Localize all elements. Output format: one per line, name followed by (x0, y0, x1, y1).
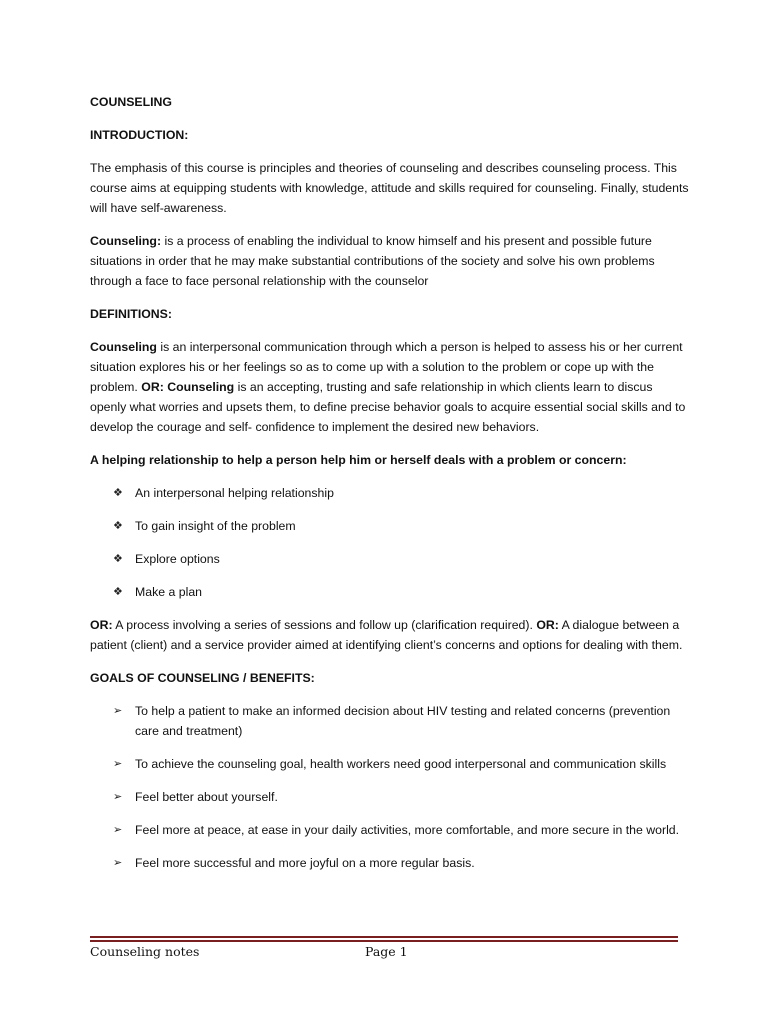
list-item-text: Feel more at peace, at ease in your daily activities, more comfortable, and more secure in the world. (135, 823, 680, 837)
goals-list (90, 701, 690, 873)
definition-paragraph-2 (90, 337, 690, 437)
definition-term: Counseling (90, 340, 157, 354)
list-item-text: Make a plan (135, 585, 202, 599)
list-item (90, 582, 690, 602)
introduction-heading: INTRODUCTION: (90, 128, 189, 142)
list-item-text: Feel more successful and more joyful on a more regular basis. (135, 856, 475, 870)
definition-text: is a process of enabling the individual to know himself and his present and possible future situations in order that he may make substantial contributions of the society and solve his own problems through a face to face personal relationship with the counselor (90, 234, 655, 288)
list-item-text: To gain insight of the problem (135, 519, 296, 533)
list-item-text: Explore options (135, 552, 220, 566)
diamond-bullet-icon: ❖ (113, 586, 123, 598)
diamond-bullet-icon: ❖ (113, 487, 123, 499)
footer-divider (90, 936, 678, 938)
helping-list (90, 483, 690, 602)
intro-paragraph: The emphasis of this course is principles and theories of counseling and describes counseling process. This course aims at equipping students with knowledge, attitude and skills required for counseling. Finally, students will have self-awareness. (90, 161, 689, 215)
definition-text: is an interpersonal communication through which a person is helped to assess his or her current situation explores his or her feelings so as to come up with a solution to the problem or cope up with the problem. (90, 340, 683, 394)
list-item (90, 483, 690, 503)
footer-title: Counseling notes (90, 944, 200, 959)
paragraph-text: A process involving a series of sessions and follow up (clarification required). (112, 618, 537, 632)
list-item (90, 787, 690, 807)
arrow-bullet-icon: ➢ (113, 791, 123, 803)
list-item-text: To achieve the counseling goal, health workers need good interpersonal and communication skills (135, 757, 667, 771)
definitions-heading: DEFINITIONS: (90, 307, 172, 321)
page-number: Page 1 (365, 944, 408, 959)
diamond-bullet-icon: ❖ (113, 553, 123, 565)
or-paragraph (90, 615, 690, 655)
diamond-bullet-icon: ❖ (113, 520, 123, 532)
arrow-bullet-icon: ➢ (113, 758, 123, 770)
document-body (90, 92, 690, 886)
list-item (90, 549, 690, 569)
document-title: COUNSELING (90, 95, 172, 109)
definition-term: Counseling: (90, 234, 162, 248)
definition-paragraph-1 (90, 231, 690, 291)
helping-relationship-heading: A helping relationship to help a person help him or herself deals with a problem or concern: (90, 453, 627, 467)
list-item-text: Feel better about yourself. (135, 790, 278, 804)
list-item (90, 754, 690, 774)
list-item (90, 516, 690, 536)
definition-text: is an accepting, trusting and safe relationship in which clients learn to discus openly what worries and upsets them, to define precise behavior goals to acquire essential social skills and to develop the courage and self- confidence to implement the desired new behaviors. (90, 380, 686, 434)
or-term: OR: (536, 618, 559, 632)
or-term: OR: Counseling (141, 380, 235, 394)
list-item-text: To help a patient to make an informed decision about HIV testing and related concerns (prevention care and treatment) (135, 704, 671, 738)
or-term: OR: (90, 618, 113, 632)
arrow-bullet-icon: ➢ (113, 705, 123, 717)
goals-heading: GOALS OF COUNSELING / BENEFITS: (90, 671, 315, 685)
arrow-bullet-icon: ➢ (113, 857, 123, 869)
list-item-text: An interpersonal helping relationship (135, 486, 334, 500)
list-item (90, 853, 690, 873)
list-item (90, 701, 690, 741)
arrow-bullet-icon: ➢ (113, 824, 123, 836)
paragraph-text: A dialogue between a patient (client) and a service provider aimed at identifying client’s concerns and options for dealing with them. (90, 618, 683, 652)
list-item (90, 820, 690, 840)
